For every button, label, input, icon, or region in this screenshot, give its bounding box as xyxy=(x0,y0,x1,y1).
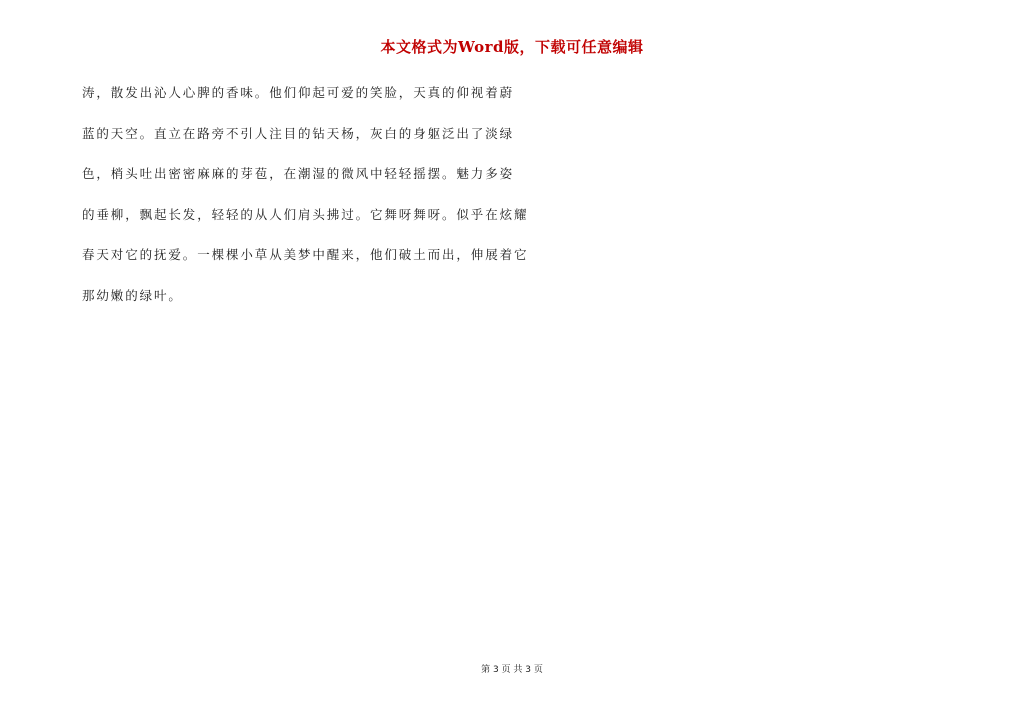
paragraph-line: 那幼嫩的绿叶。 xyxy=(82,287,183,303)
paragraph-line: 蓝的天空。直立在路旁不引人注目的钻天杨，灰白的身躯泛出了淡绿 xyxy=(82,125,515,141)
paragraph-line: 色，梢头吐出密密麻麻的芽苞，在潮湿的微风中轻轻摇摆。魅力多姿 xyxy=(82,166,515,181)
page-number-footer: 第 3 页 共 3 页 xyxy=(481,665,543,675)
paragraph-line: 涛，散发出沁人心脾的香味。他们仰起可爱的笑脸，天真的仰视着蔚 xyxy=(82,85,515,100)
page-header-notice: 本文格式为Word版，下载可任意编辑 xyxy=(380,38,644,56)
document-body xyxy=(82,82,529,325)
paragraph-line: 春天对它的抚爱。一棵棵小草从美梦中醒来，他们破土而出，伸展着它 xyxy=(82,247,529,262)
paragraph-line: 的垂柳，飘起长发，轻轻的从人们肩头拂过。它舞呀舞呀。似乎在炫耀 xyxy=(82,206,529,222)
